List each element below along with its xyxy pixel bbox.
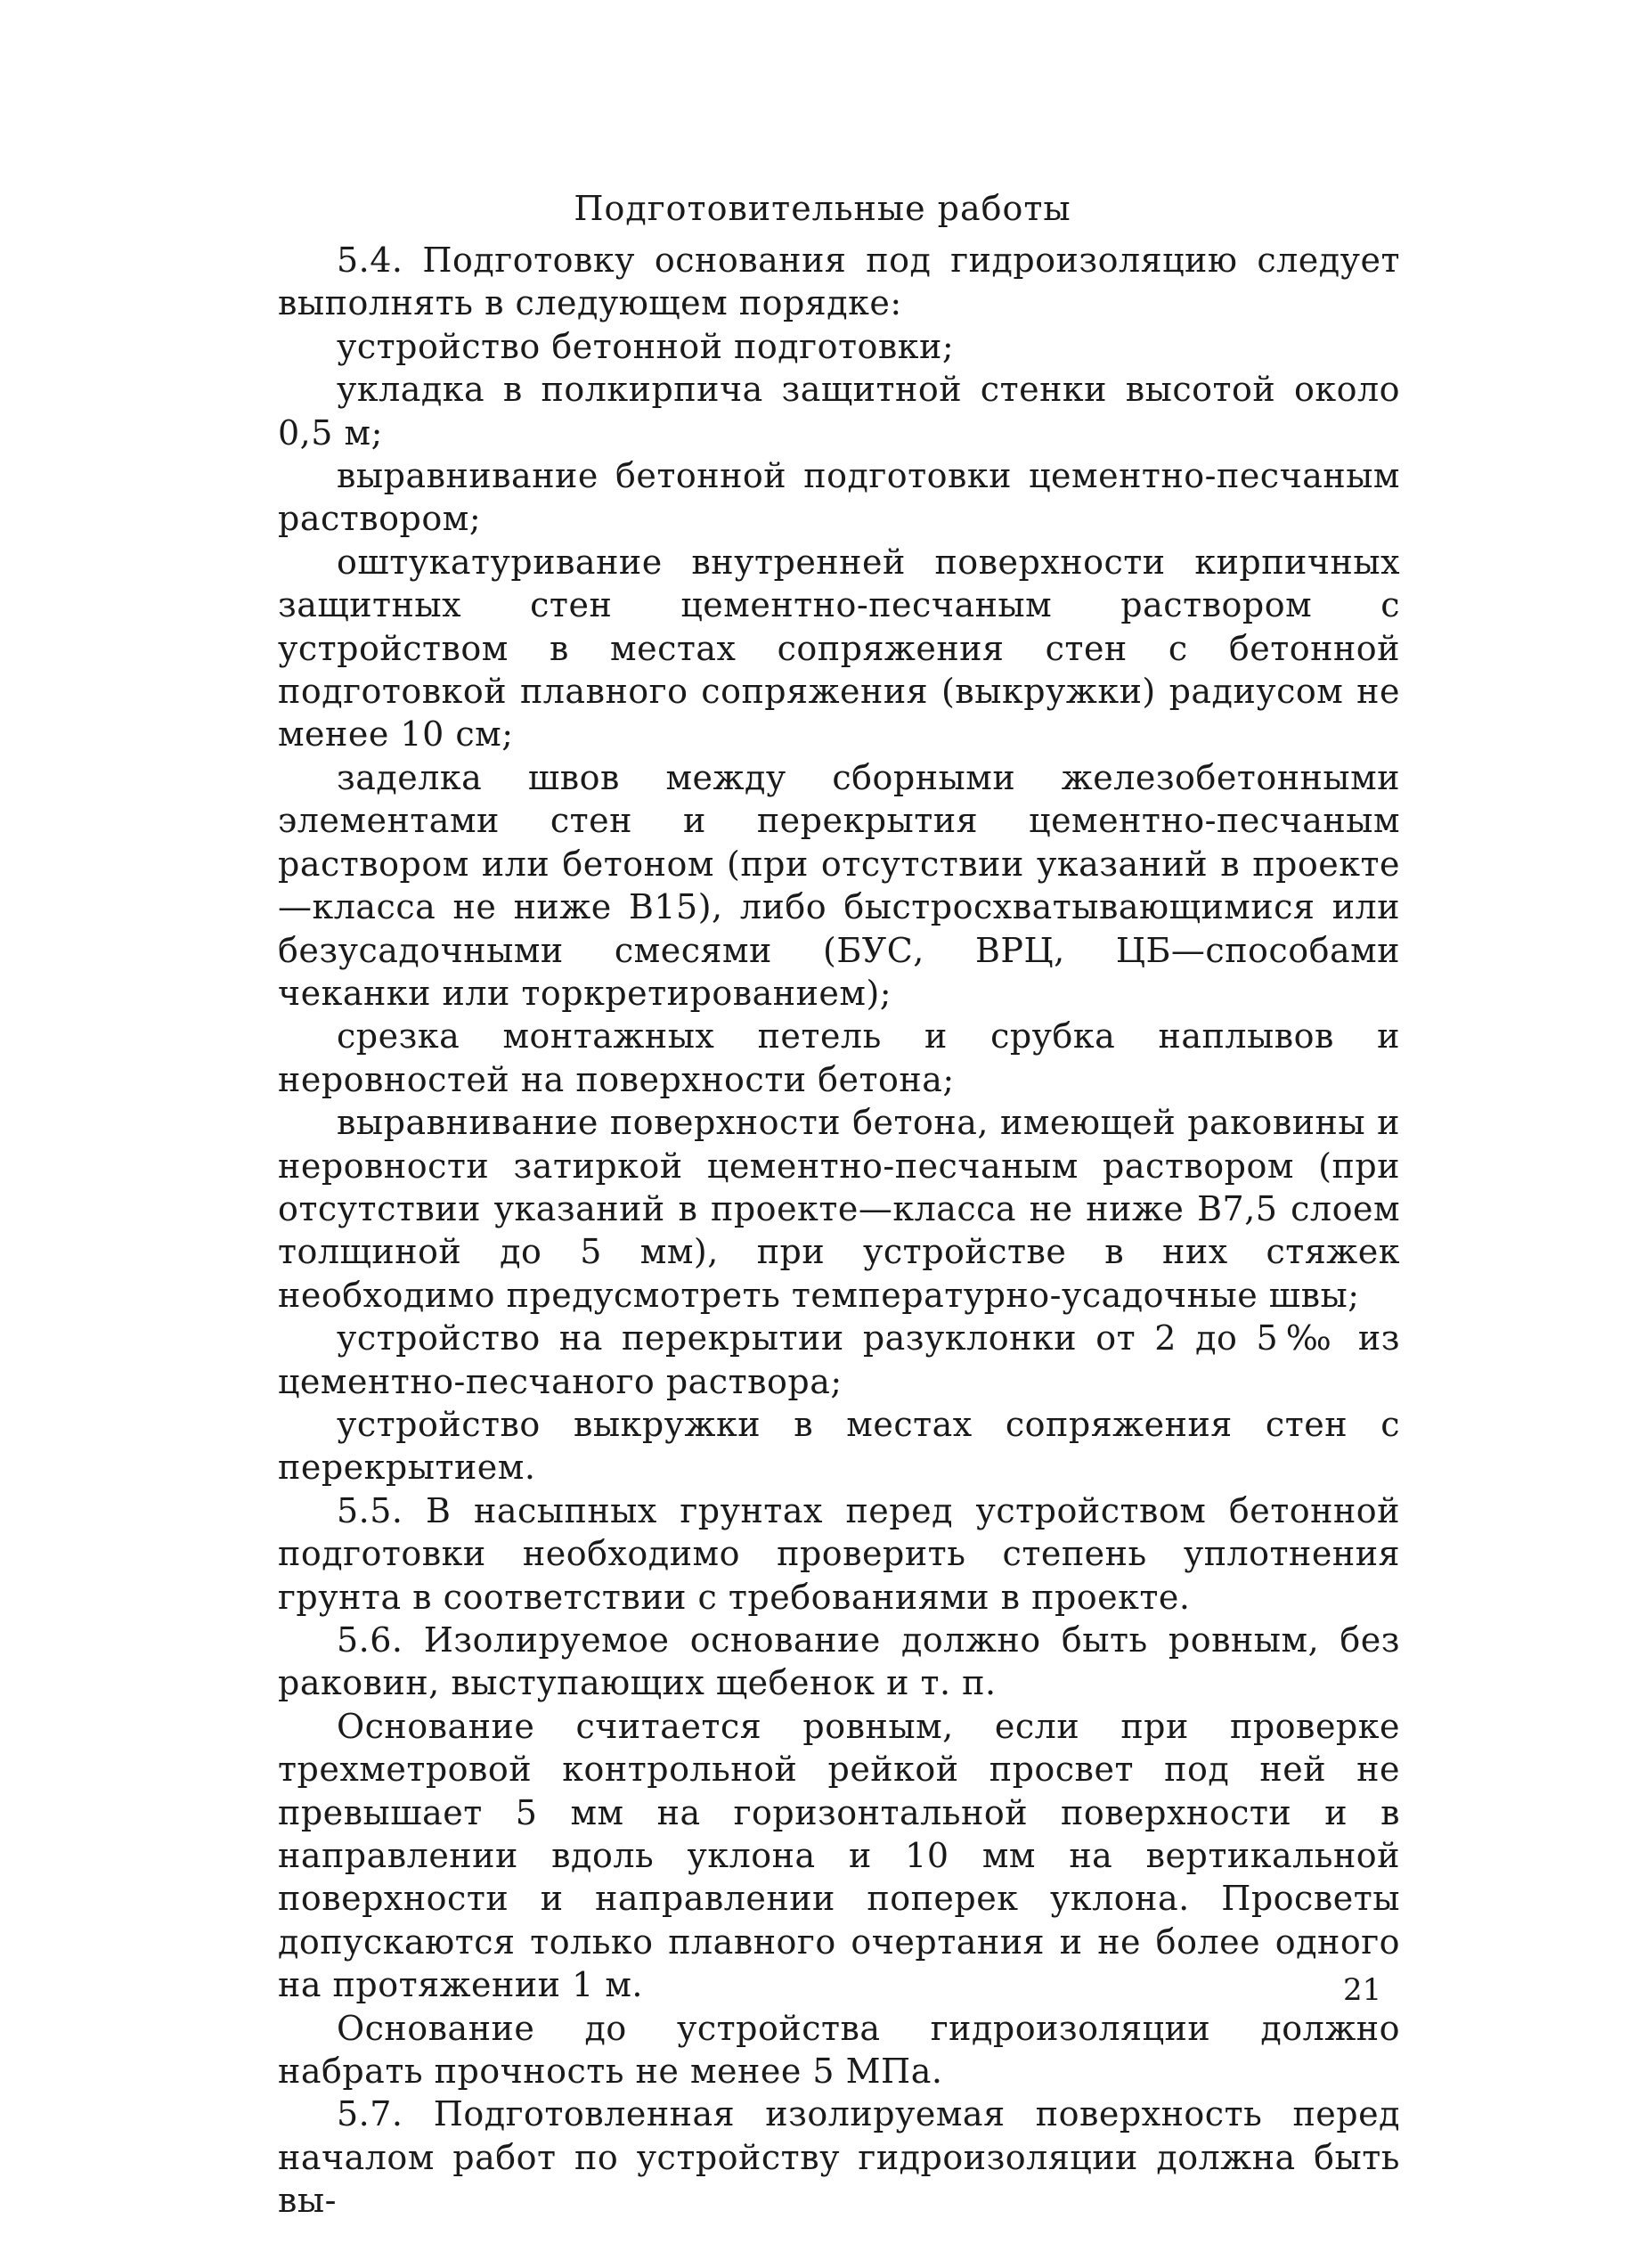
- section-title: Подготовительные работы: [574, 189, 1071, 228]
- paragraph-5-5: 5.5. В насыпных грунтах перед устройством бетонной подготовки необходимо проверить степень уплотнения грунта в соответствии с требованиями в проекте.: [278, 1490, 1400, 1617]
- page-number: 21: [1343, 1972, 1382, 2008]
- paragraph: Основание до устройства гидроизоляции должно набрать прочность не менее 5 МПа.: [278, 2008, 1400, 2092]
- list-item: оштукатуривание внутренней поверхности кирпичных защитных стен цементно-песчаным раствором с устройством в местах сопряжения стен с бетонной подготовкой плавного сопряжения (выкружки) радиусом не менее 10 см;: [278, 542, 1400, 755]
- list-item: устройство бетонной подготовки;: [337, 326, 955, 366]
- body-text: [278, 239, 1400, 2223]
- list-item: выравнивание поверхности бетона, имеющей раковины и неровности затиркой цементно-песчаным раствором (при отсутствии указаний в проекте—класса не ниже В7,5 слоем толщиной до 5 мм), при устройстве в них стяжек необходимо предусмотреть температурно-усадочные швы;: [278, 1103, 1400, 1315]
- list-item: заделка швов между сборными железобетонными элементами стен и перекрытия цементно-песчаным раствором или бетоном (при отсутствии указаний в проекте—класса не ниже В15), либо быстросхватывающимися или безусадочными смесями (БУС, ВРЦ, ЦБ—способами чеканки или торкретированием);: [278, 757, 1400, 1013]
- paragraph: Основание считается ровным, если при проверке трехметровой контрольной рейкой просвет под ней не превышает 5 мм на горизонтальной поверхности и в направлении вдоль уклона и 10 мм на вертикальной поверхности и направлении поперек уклона. Просветы допускаются только плавного очертания и не более одного на протяжении 1 м.: [278, 1706, 1400, 2005]
- paragraph-5-7: 5.7. Подготовленная изолируемая поверхность перед началом работ по устройству гидроизоляции должна быть вы-: [278, 2094, 1400, 2221]
- list-item: выравнивание бетонной подготовки цементно-песчаным раствором;: [278, 456, 1400, 539]
- list-item: устройство на перекрытии разуклонки от 2 до 5‰ из цементно-песчаного раствора;: [278, 1318, 1400, 1401]
- list-item: укладка в полкирпича защитной стенки высотой около 0,5 м;: [278, 370, 1400, 453]
- list-item: срезка монтажных петель и срубка наплывов и неровностей на поверхности бетона;: [278, 1016, 1400, 1099]
- paragraph-5-4: 5.4. Подготовку основания под гидроизоляцию следует выполнять в следующем порядке:: [278, 241, 1400, 323]
- paragraph-5-6: 5.6. Изолируемое основание должно быть ровным, без раковин, выступающих щебенок и т. п.: [278, 1620, 1400, 1703]
- list-item: устройство выкружки в местах сопряжения стен с перекрытием.: [278, 1404, 1400, 1488]
